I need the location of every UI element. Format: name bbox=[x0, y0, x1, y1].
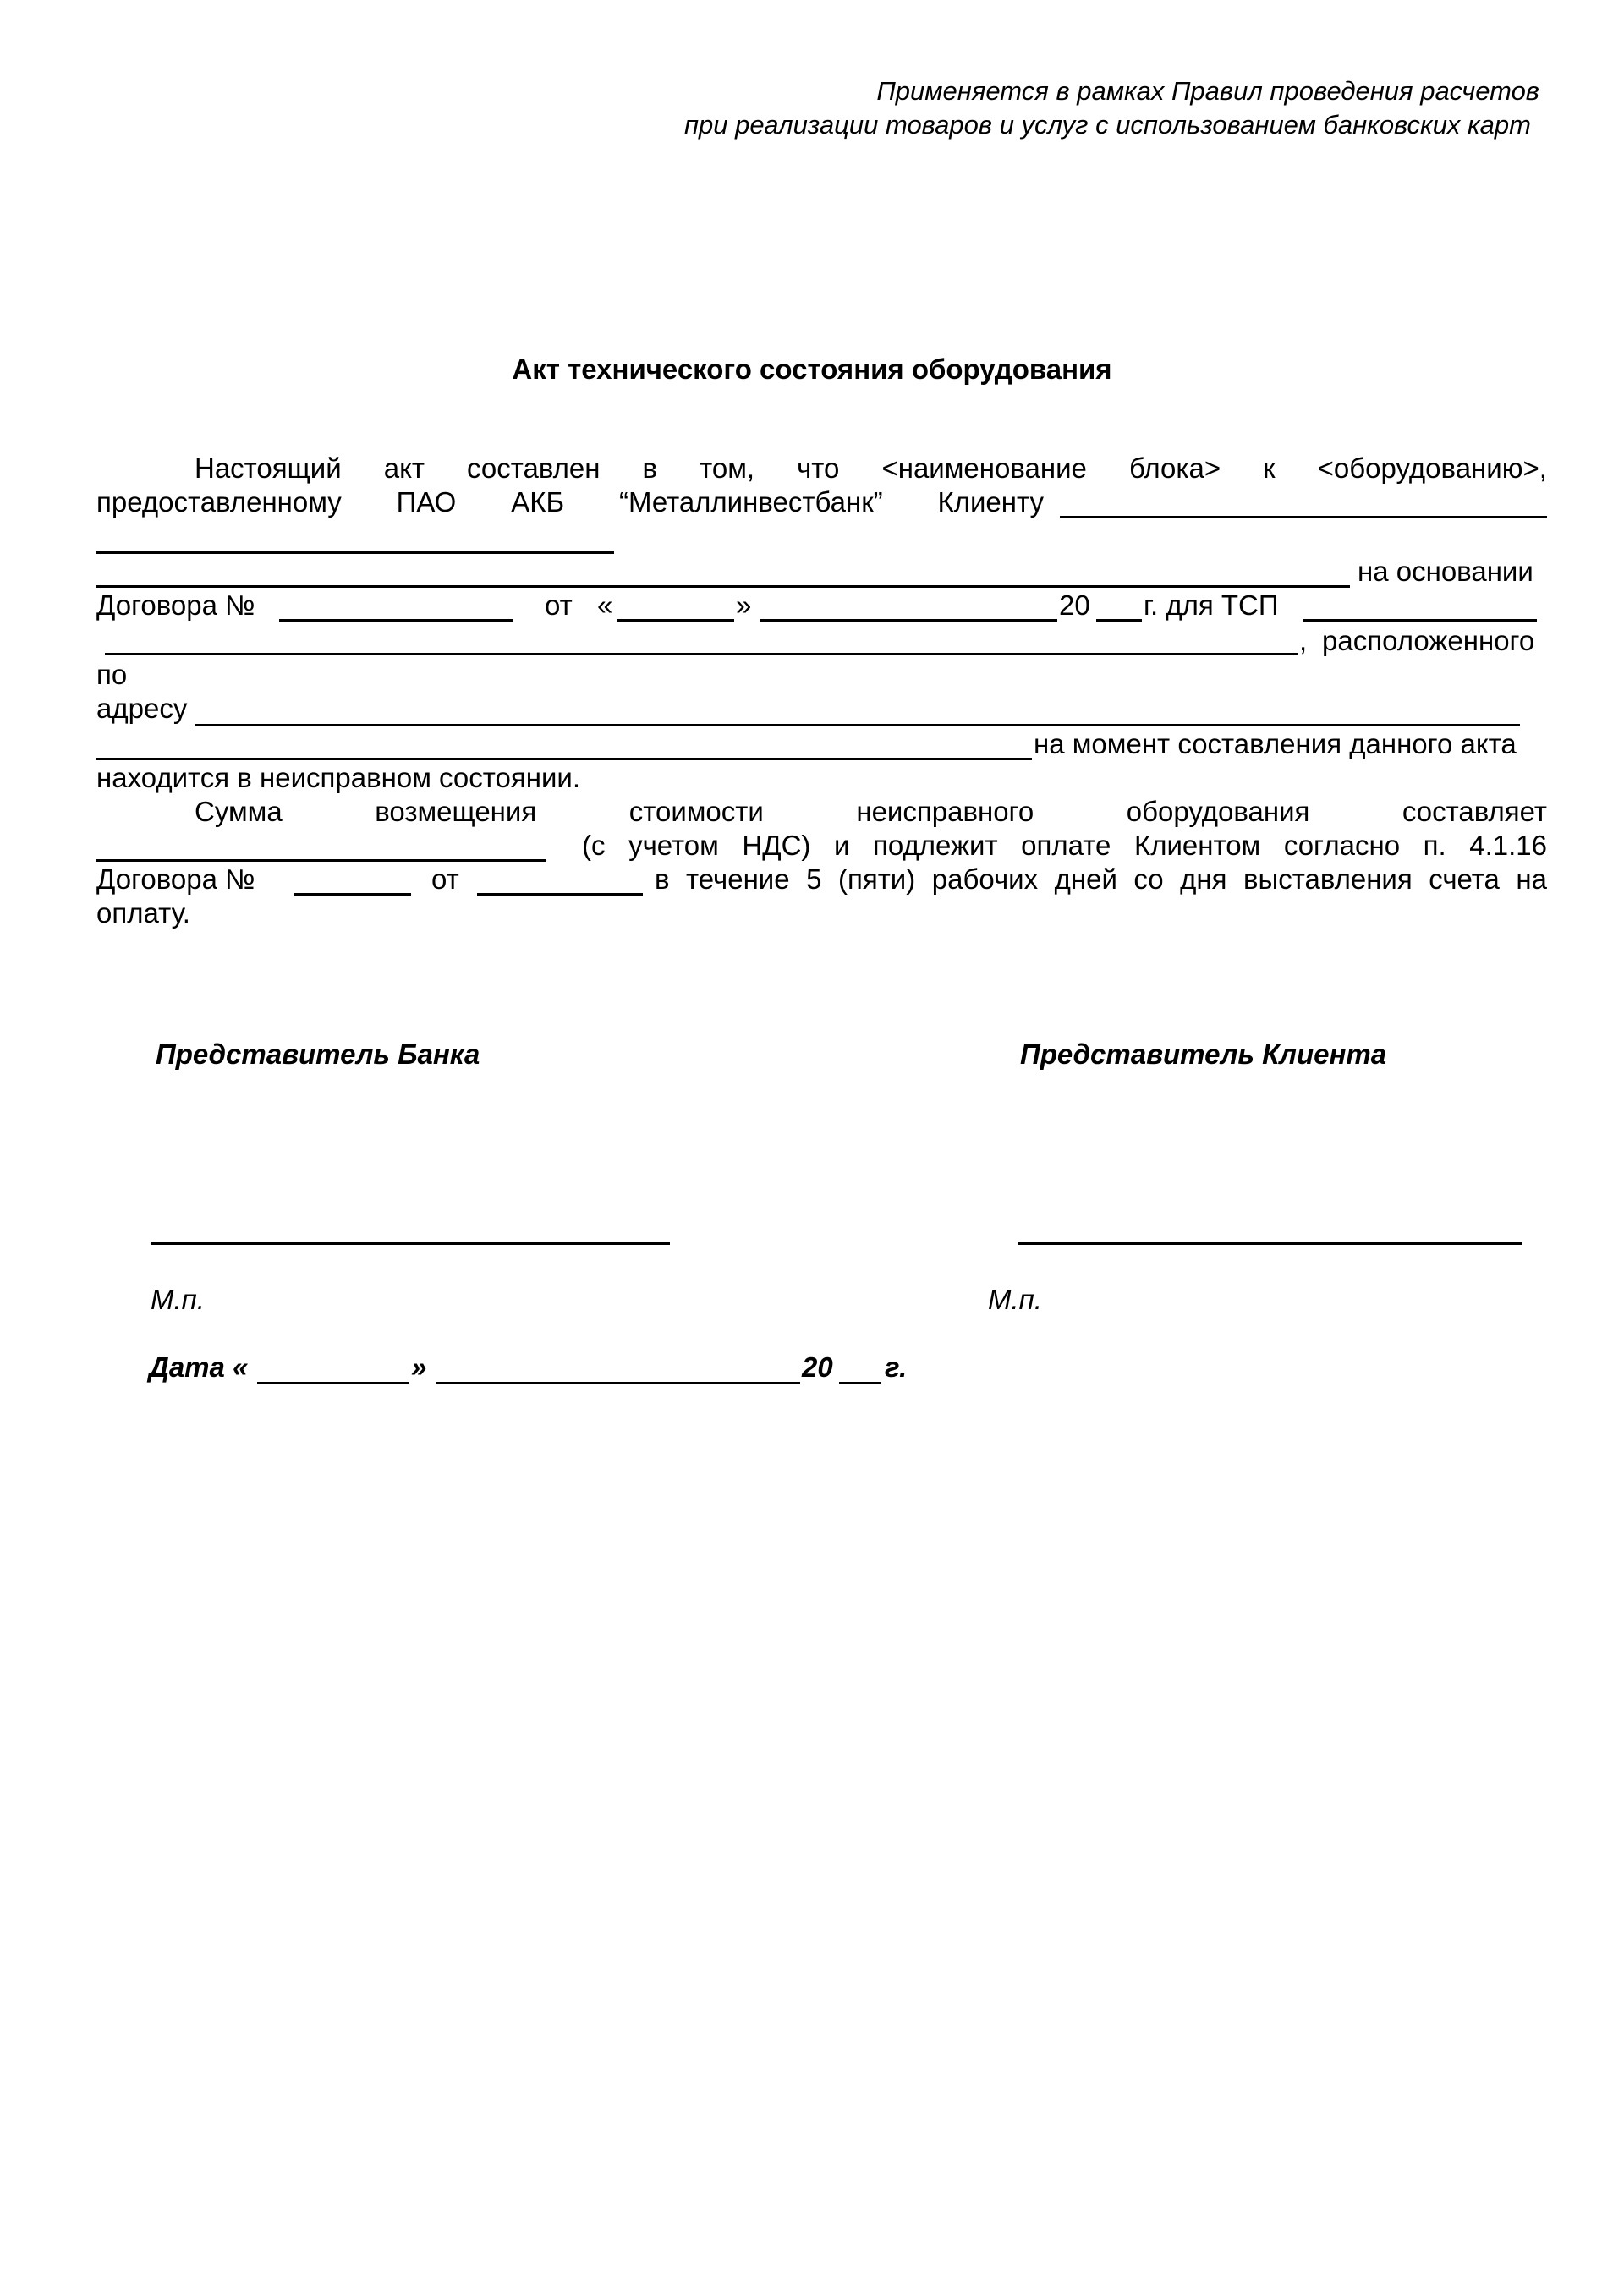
document-title: Акт технического состояния оборудования bbox=[512, 353, 1112, 385]
date-label: Дата « bbox=[149, 1351, 249, 1383]
word: Сумма bbox=[195, 796, 283, 827]
quote-open: « bbox=[597, 589, 613, 621]
contract-month-field[interactable] bbox=[760, 619, 1057, 622]
tsp-name-field[interactable] bbox=[1303, 619, 1537, 622]
paragraph-2-line-1 bbox=[195, 795, 1547, 829]
adresu-label: адресу bbox=[96, 693, 188, 724]
condition-statement: находится в неисправном состоянии. bbox=[96, 762, 581, 793]
word: составлен bbox=[467, 452, 601, 484]
word: Настоящий bbox=[195, 452, 342, 484]
raspolozhennogo-text: расположенного bbox=[1322, 625, 1535, 656]
word: оборудования bbox=[1126, 796, 1310, 827]
year-suffix-tsp: г. для ТСП bbox=[1144, 589, 1279, 621]
paragraph-1-line-1 bbox=[195, 452, 1547, 485]
na-osnovanii-text: на основании bbox=[1358, 556, 1533, 587]
word: <наименование bbox=[881, 452, 1087, 484]
client-representative-label: Представитель Клиента bbox=[1020, 1038, 1387, 1070]
ot-label-2: от bbox=[431, 863, 459, 895]
oplatu-text: оплату. bbox=[96, 897, 190, 929]
date-year-field[interactable] bbox=[839, 1382, 881, 1384]
dogovora-label-2: Договора № bbox=[96, 863, 255, 895]
word: “Металлинвестбанк” bbox=[618, 486, 883, 518]
contract-date-field-2[interactable] bbox=[477, 893, 643, 896]
date-day-field[interactable] bbox=[257, 1382, 409, 1384]
word: блока> bbox=[1128, 452, 1221, 484]
na-momente-text: на момент составления данного акта bbox=[1034, 728, 1517, 759]
date-year-prefix: 20 bbox=[802, 1351, 833, 1383]
address-field[interactable] bbox=[195, 724, 1520, 726]
quote-close: » bbox=[736, 589, 752, 621]
client-name-field[interactable] bbox=[1060, 516, 1547, 518]
tsp-name-field-continued[interactable] bbox=[105, 653, 1298, 655]
word: АКБ bbox=[511, 486, 565, 518]
ot-label: от bbox=[545, 589, 573, 621]
word: составляет bbox=[1402, 796, 1547, 827]
address-field-continued[interactable] bbox=[96, 758, 1032, 760]
word: к bbox=[1263, 452, 1276, 484]
word: акт bbox=[383, 452, 425, 484]
year-prefix: 20 bbox=[1059, 589, 1090, 621]
vat-clause: (с учетом НДС) и подлежит оплате Клиентом согласно п. 4.1.16 bbox=[582, 830, 1547, 861]
header-note-line2: при реализации товаров и услуг с использованием банковских карт bbox=[683, 110, 1531, 140]
date-quote-close: » bbox=[411, 1351, 427, 1383]
word: в bbox=[642, 452, 658, 484]
word: неисправного bbox=[856, 796, 1034, 827]
word: стоимости bbox=[628, 796, 764, 827]
comma: , bbox=[1299, 625, 1308, 656]
word: том, bbox=[700, 452, 755, 484]
paragraph-1-line-2 bbox=[96, 485, 1044, 519]
client-name-field-continued[interactable] bbox=[96, 551, 614, 554]
bank-representative-label: Представитель Банка bbox=[156, 1038, 480, 1070]
equipment-basis-field[interactable] bbox=[96, 585, 1350, 588]
word: Клиенту bbox=[937, 486, 1044, 518]
po-text: по bbox=[96, 659, 128, 690]
word: что bbox=[797, 452, 840, 484]
word: возмещения bbox=[375, 796, 537, 827]
header-note-line1: Применяется в рамках Правил проведения расчетов bbox=[876, 76, 1539, 106]
contract-number-field-2[interactable] bbox=[294, 893, 411, 896]
contract-day-field[interactable] bbox=[617, 619, 734, 622]
word: <оборудованию>, bbox=[1317, 452, 1547, 484]
dogovora-label: Договора № bbox=[96, 589, 255, 621]
date-year-suffix: г. bbox=[885, 1351, 908, 1383]
contract-number-field[interactable] bbox=[279, 619, 513, 622]
payment-terms: в течение 5 (пяти) рабочих дней со дня выставления счета на bbox=[655, 863, 1547, 895]
word: предоставленному bbox=[96, 486, 342, 518]
bank-signature-line[interactable] bbox=[151, 1242, 670, 1245]
client-signature-line[interactable] bbox=[1018, 1242, 1522, 1245]
contract-year-field[interactable] bbox=[1096, 619, 1142, 622]
date-month-field[interactable] bbox=[436, 1382, 800, 1384]
compensation-amount-field[interactable] bbox=[96, 859, 546, 862]
client-stamp-label: М.п. bbox=[988, 1284, 1042, 1315]
bank-stamp-label: М.п. bbox=[151, 1284, 205, 1315]
word: ПАО bbox=[396, 486, 457, 518]
